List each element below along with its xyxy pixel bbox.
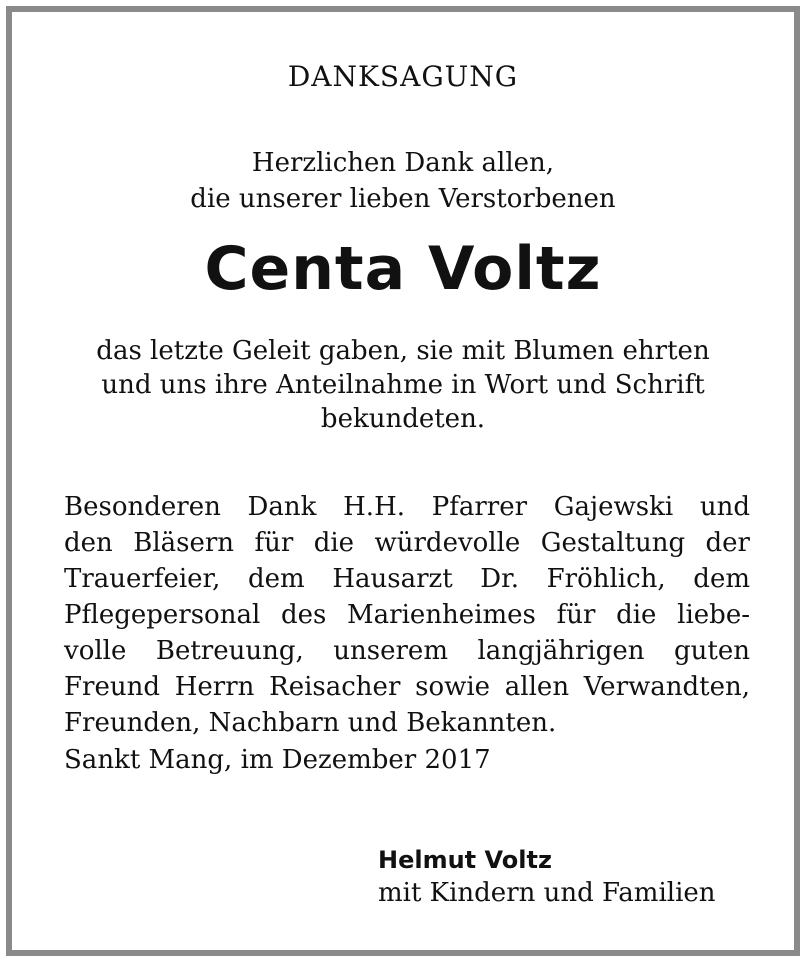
signer-name: Helmut Voltz	[378, 846, 552, 874]
thanks-line: Freunden, Nachbarn und Bekannten.	[64, 708, 557, 738]
intro-line: Herzlichen Dank allen,	[251, 148, 555, 178]
thanks-line: Freund Herrn Reisacher sowie allen Verwandten,	[64, 672, 750, 702]
thanks-paragraph	[64, 489, 750, 741]
after-line: das letzte Geleit gaben, sie mit Blumen ehrten	[96, 336, 710, 366]
notice-heading: DANKSAGUNG	[287, 60, 519, 93]
thanks-line: Trauerfeier, dem Hausarzt Dr. Fröhlich, dem	[64, 564, 750, 594]
after-name-text	[12, 334, 794, 436]
after-line: und uns ihre Anteilnahme in Wort und Schrift	[101, 370, 705, 400]
notice-content	[12, 12, 794, 950]
place-date: Sankt Mang, im Dezember 2017	[64, 745, 491, 775]
intro-text	[12, 145, 794, 217]
deceased-name: Centa Voltz	[204, 234, 602, 304]
thanks-line: Besonderen Dank H.H. Pfarrer Gajewski und	[64, 492, 750, 522]
signer-family: mit Kindern und Familien	[378, 878, 716, 908]
intro-line: die unserer lieben Verstorbenen	[190, 184, 616, 214]
notice-frame	[6, 6, 800, 956]
thanks-line: volle Betreuung, unserem langjährigen guten	[64, 636, 750, 666]
thanks-line: Pflegepersonal des Marienheimes für die liebe-	[64, 600, 750, 630]
thanks-line: den Bläsern für die würdevolle Gestaltung der	[64, 528, 750, 558]
after-line: bekundeten.	[320, 404, 486, 434]
